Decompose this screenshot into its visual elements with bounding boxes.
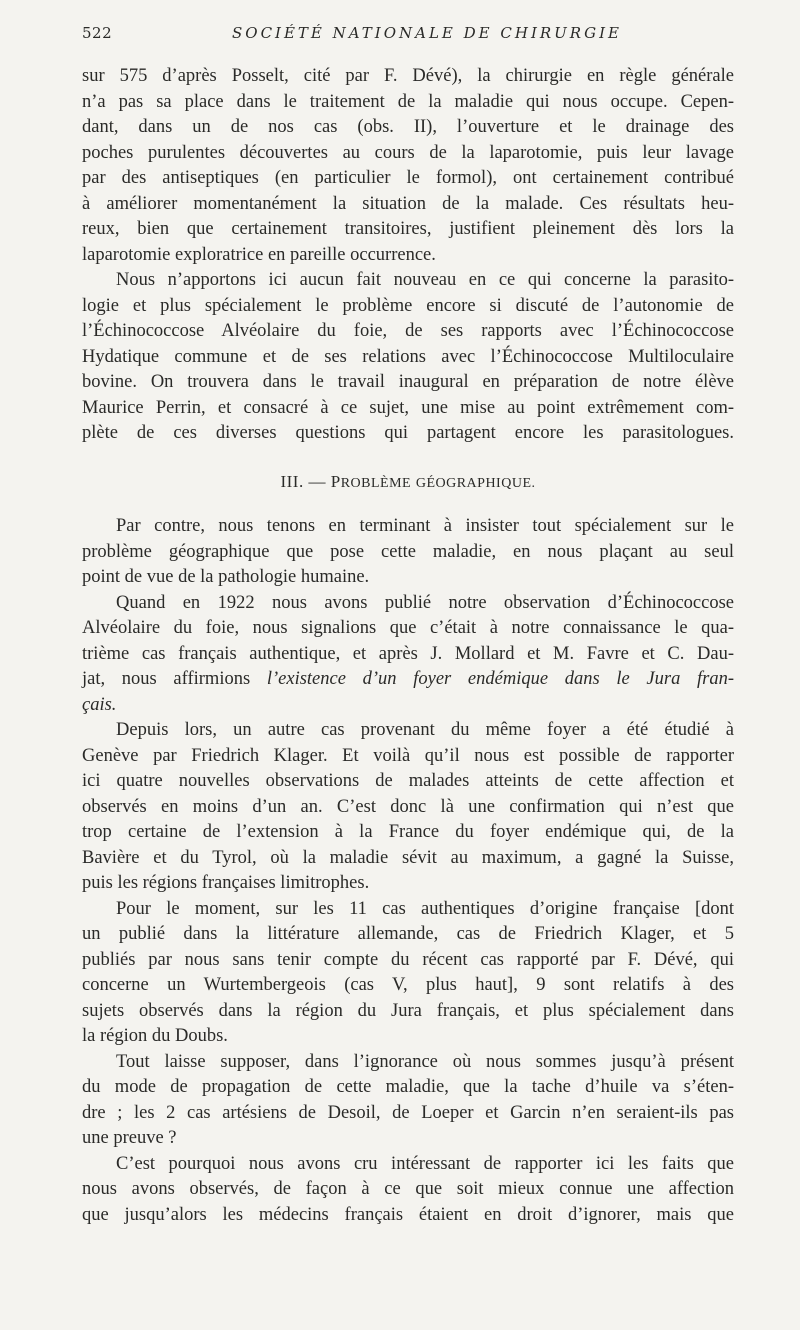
- text-line: sujets observés dans la région du Jura français, et plus spécialement dans: [82, 1000, 734, 1021]
- text-line: du mode de propagation de cette maladie, que la tache d’huile va s’éten-: [82, 1077, 734, 1097]
- text-line: C’est pourquoi nous avons cru intéressant de rapporter ici les faits que: [116, 1153, 734, 1174]
- text-line: par des antiseptiques (en particulier le formol), ont certainement contribué: [82, 168, 734, 188]
- page-header: [82, 24, 734, 48]
- text-line: observés en moins d’un an. C’est donc là une confirmation qui n’est que: [82, 796, 734, 817]
- text-line: concerne un Wurtembergeois (cas V, plus haut], 9 sont relatifs à des: [82, 975, 734, 995]
- text-line: Hydatique commune et de ses relations avec l’Échinococcose Multiloculaire: [82, 346, 734, 367]
- paragraph-5: [82, 718, 734, 897]
- text-line: poches purulentes découvertes au cours de la laparotomie, puis leur lavage: [82, 142, 734, 163]
- text-line: laparotomie exploratrice en pareille occurrence.: [82, 244, 436, 265]
- article-body: [82, 64, 734, 1228]
- text-line: Quand en 1922 nous avons publié notre observation d’Échinococcose: [116, 592, 734, 613]
- text-line: dant, dans un de nos cas (obs. II), l’ouverture et le drainage des: [82, 117, 734, 137]
- text-line: une preuve ?: [82, 1128, 177, 1148]
- section-heading: [82, 469, 734, 495]
- text-line: bovine. On trouvera dans le travail inaugural en préparation de notre élève: [82, 372, 734, 392]
- text-line: problème géographique que pose cette maladie, en nous plaçant au seul: [82, 541, 734, 562]
- paragraph-2: [82, 268, 734, 447]
- page-number: 522: [82, 24, 113, 42]
- text-line: à améliorer momentanément la situation de la malade. Ces résultats heu-: [82, 193, 734, 214]
- section-title-word1: ROBLÈME: [340, 475, 412, 491]
- italic-run: çais.: [82, 694, 117, 715]
- text-line: trop certaine de l’extension à la France du foyer endémique qui, de la: [82, 822, 734, 842]
- text-line: nous avons observés, de façon à ce que soit mieux connue une affection: [82, 1179, 734, 1199]
- text-line-mixed: [82, 667, 734, 693]
- paragraph-7: [82, 1050, 734, 1152]
- text-line: Par contre, nous tenons en terminant à insister tout spécialement sur le: [116, 516, 734, 536]
- text-line: la région du Doubs.: [82, 1026, 228, 1046]
- text-line: l’Échinococcose Alvéolaire du foie, de ses rapports avec l’Échinococcose: [82, 321, 734, 341]
- text-line: trième cas français authentique, et après J. Mollard et M. Favre et C. Dau-: [82, 643, 734, 664]
- text-line: plète de ces diverses questions qui partagent encore les parasitologues.: [82, 423, 734, 443]
- running-title: SOCIÉTÉ NATIONALE DE CHIRURGIE: [232, 24, 622, 42]
- text-line: dre ; les 2 cas artésiens de Desoil, de Loeper et Garcin n’en seraient-ils pas: [82, 1102, 734, 1123]
- paragraph-4: [82, 591, 734, 719]
- paragraph-1: [82, 64, 734, 268]
- text-line: Maurice Perrin, et consacré à ce sujet, une mise au point extrêmement com-: [82, 397, 734, 418]
- text-line: Genève par Friedrich Klager. Et voilà qu’il nous est possible de rapporter: [82, 745, 734, 766]
- text-line: que jusqu’alors les médecins français étaient en droit d’ignorer, mais que: [82, 1204, 734, 1225]
- text-run: jat, nous affirmions: [82, 669, 251, 689]
- section-title-initial: P: [330, 471, 341, 491]
- text-line: Alvéolaire du foie, nous signalions que c’était à notre connaissance le qua-: [82, 618, 734, 638]
- text-line: n’a pas sa place dans le traitement de la maladie qui nous occupe. Cepen-: [82, 91, 734, 112]
- section-dash: —: [308, 471, 326, 491]
- text-line: sur 575 d’après Posselt, cité par F. Dévé), la chirurgie en règle générale: [82, 66, 734, 86]
- text-line: Nous n’apportons ici aucun fait nouveau en ce qui concerne la parasito-: [116, 270, 734, 290]
- text-line: reux, bien que certainement transitoires, justifient pleinement dès lors la: [82, 219, 734, 239]
- paragraph-6: [82, 897, 734, 1050]
- paragraph-3: [82, 514, 734, 591]
- text-line: Pour le moment, sur les 11 cas authentiques d’origine française [dont: [116, 898, 734, 919]
- text-line: Tout laisse supposer, dans l’ignorance où nous sommes jusqu’à présent: [116, 1051, 734, 1072]
- text-line: [82, 693, 734, 719]
- section-number: III.: [280, 471, 304, 491]
- section-title-word2: GÉOGRAPHIQUE.: [415, 475, 536, 491]
- italic-run: l’existence d’un foyer endémique dans le Jura fran-: [266, 669, 735, 689]
- text-line: un publié dans la littérature allemande, cas de Friedrich Klager, et 5: [82, 924, 734, 944]
- text-line: logie et plus spécialement le problème encore si discuté de l’autonomie de: [82, 295, 734, 316]
- paragraph-8: [82, 1152, 734, 1229]
- text-line: ici quatre nouvelles observations de malades atteints de cette affection et: [82, 771, 734, 791]
- text-line: Depuis lors, un autre cas provenant du même foyer a été étudié à: [116, 720, 734, 740]
- text-line: publiés par nous sans tenir compte du récent cas rapporté par F. Dévé, qui: [82, 949, 734, 970]
- text-line: puis les régions françaises limitrophes.: [82, 873, 370, 893]
- text-line: Bavière et du Tyrol, où la maladie sévit au maximum, a gagné la Suisse,: [82, 847, 734, 868]
- text-line: point de vue de la pathologie humaine.: [82, 567, 370, 587]
